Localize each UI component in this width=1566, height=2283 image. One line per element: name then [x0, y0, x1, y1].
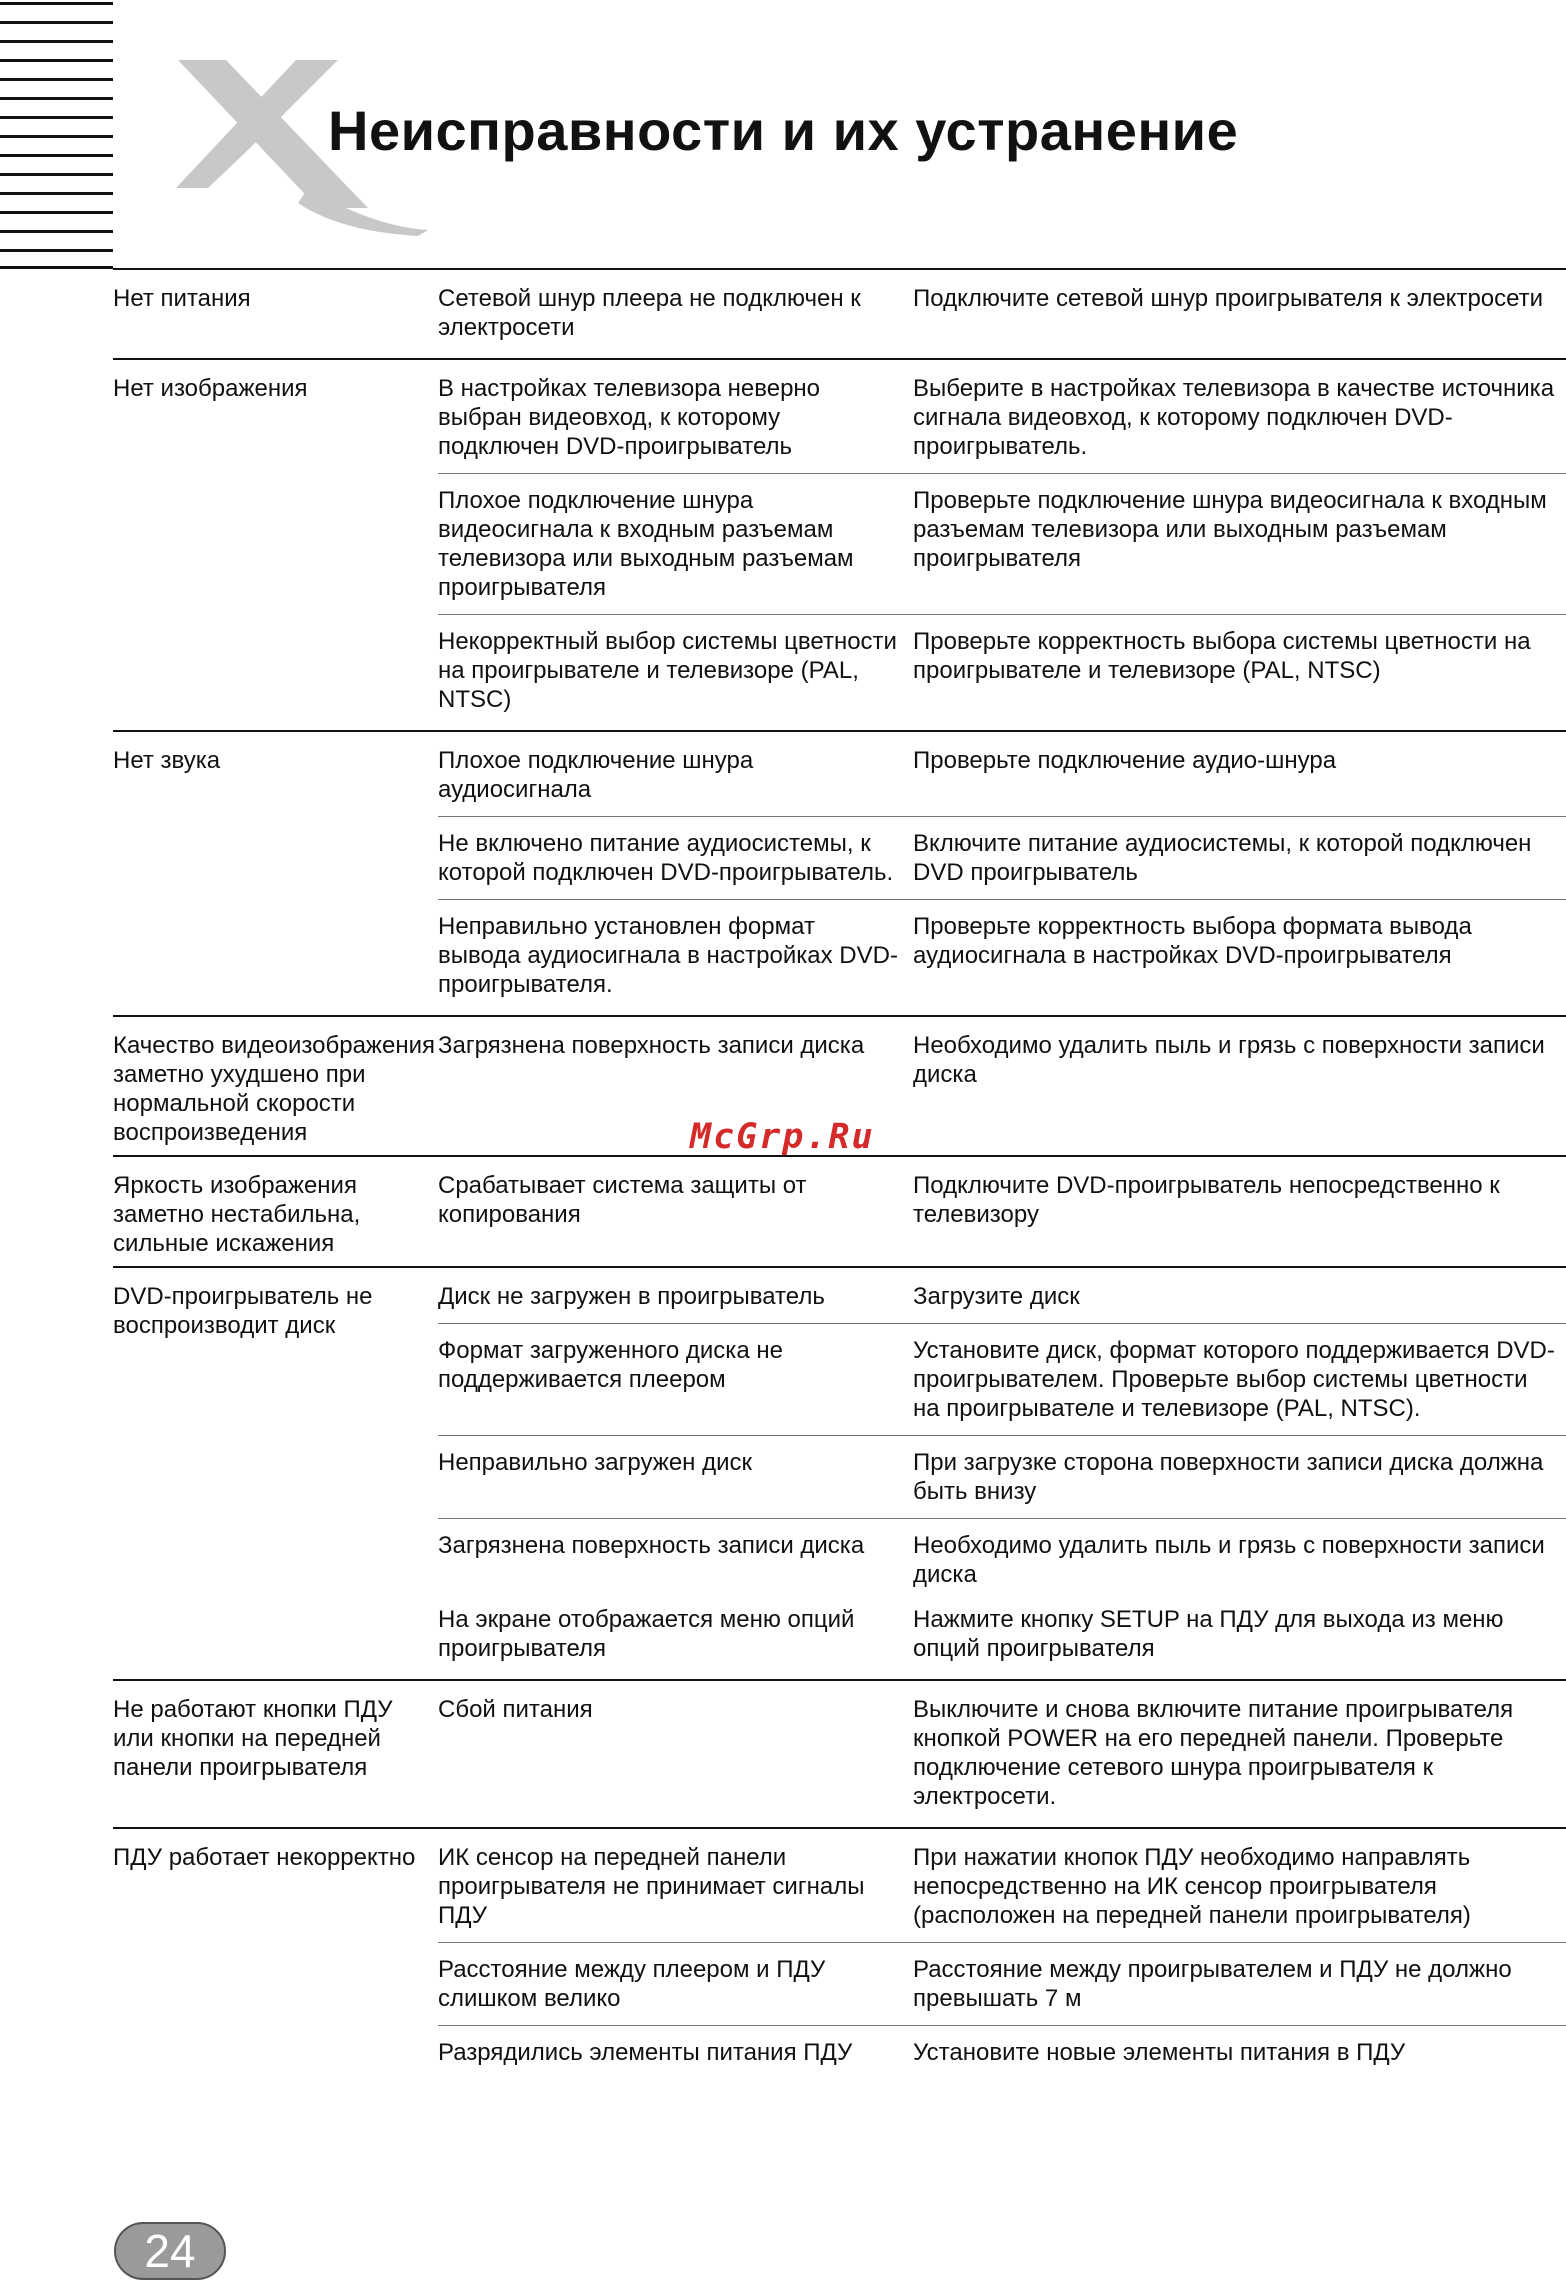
- table-row: [438, 899, 1566, 1007]
- cause-cell: Неправильно установлен формат вывода аудиосигнала в настройках DVD-проигрывателя.: [438, 913, 898, 998]
- page-number: 24: [144, 2225, 196, 2277]
- page-number-badge: [114, 2222, 226, 2280]
- table-row: [438, 1435, 1566, 1514]
- solution-cell: Установите диск, формат которого поддерживается DVD-проигрывателем. Проверьте выбор системы цветности на проигрывателе и телевизоре (PAL, NTSC).: [913, 1337, 1555, 1422]
- cause-cell: Формат загруженного диска не поддерживается плеером: [438, 1337, 783, 1393]
- cause-cell: Диск не загружен в проигрыватель: [438, 1283, 825, 1310]
- problem-label: Нет питания: [113, 285, 251, 312]
- table-row: [438, 473, 1566, 610]
- problem-label: Нет изображения: [113, 375, 308, 402]
- cause-cell: Плохое подключение шнура аудиосигнала: [438, 747, 754, 803]
- problem-group: [113, 268, 1566, 358]
- solution-cell: Подключите DVD-проигрыватель непосредственно к телевизору: [913, 1172, 1500, 1228]
- table-row: [438, 276, 1566, 350]
- solution-cell: При загрузке сторона поверхности записи диска должна быть внизу: [913, 1449, 1544, 1505]
- solution-cell: Необходимо удалить пыль и грязь с поверхности записи диска: [913, 1532, 1545, 1588]
- cause-cell: Не включено питание аудиосистемы, к которой подключен DVD-проигрыватель.: [438, 830, 894, 886]
- cause-cell: Сетевой шнур плеера не подключен к электросети: [438, 285, 861, 341]
- page-title: Неисправности и их устранение: [328, 99, 1239, 162]
- problem-group: [113, 730, 1566, 1015]
- problem-label: DVD-проигрыватель не воспроизводит диск: [113, 1283, 373, 1339]
- problem-label: Качество видеоизображения заметно ухудшено при нормальной скорости воспроизведения: [113, 1032, 435, 1146]
- problem-group: [113, 1266, 1566, 1679]
- table-row: [438, 738, 1566, 812]
- table-row: [438, 816, 1566, 895]
- solution-cell: Проверьте подключение аудио-шнура: [913, 747, 1337, 774]
- cause-cell: Сбой питания: [438, 1696, 593, 1723]
- cause-cell: Загрязнена поверхность записи диска: [438, 1532, 865, 1559]
- cause-cell: Загрязнена поверхность записи диска: [438, 1032, 865, 1059]
- solution-cell: Подключите сетевой шнур проигрывателя к электросети: [913, 285, 1544, 312]
- solution-cell: Расстояние между проигрывателем и ПДУ не должно превышать 7 м: [913, 1956, 1512, 2012]
- cause-cell: Разрядились элементы питания ПДУ: [438, 2039, 853, 2066]
- solution-cell: При нажатии кнопок ПДУ необходимо направлять непосредственно на ИК сенсор проигрывателя (расположен на передней панели проигрывателя): [913, 1844, 1471, 1929]
- problem-group: [113, 1155, 1566, 1266]
- solution-cell: Выберите в настройках телевизора в качестве источника сигнала видеовход, к которому подключен DVD-проигрыватель.: [913, 375, 1555, 460]
- troubleshooting-table: [113, 268, 1566, 2083]
- problem-label: Не работают кнопки ПДУ или кнопки на передней панели проигрывателя: [113, 1696, 393, 1781]
- table-row: [438, 1163, 1566, 1237]
- table-row: [438, 1942, 1566, 2021]
- cause-cell: Неправильно загружен диск: [438, 1449, 752, 1476]
- table-row: [438, 1835, 1566, 1938]
- cause-cell: Некорректный выбор системы цветности на проигрывателе и телевизоре (PAL, NTSC): [438, 628, 897, 713]
- cause-cell: Срабатывает система защиты от копирования: [438, 1172, 807, 1228]
- solution-cell: Выключите и снова включите питание проигрывателя кнопкой POWER на его передней панели. Проверьте подключение сетевого шнура проигрывателя к электросети.: [913, 1696, 1514, 1810]
- solution-cell: Проверьте подключение шнура видеосигнала к входным разъемам телевизора или выходным разъемам проигрывателя: [913, 487, 1547, 572]
- cause-cell: На экране отображается меню опций проигрывателя: [438, 1606, 855, 1662]
- problem-label: ПДУ работает некорректно: [113, 1844, 416, 1871]
- cause-cell: Расстояние между плеером и ПДУ слишком велико: [438, 1956, 826, 2012]
- problem-group: [113, 1679, 1566, 1827]
- problem-group: [113, 358, 1566, 730]
- solution-cell: Проверьте корректность выбора системы цветности на проигрывателе и телевизоре (PAL, NTSC): [913, 628, 1531, 684]
- problem-label: Яркость изображения заметно нестабильна, сильные искажения: [113, 1172, 361, 1257]
- cause-cell: В настройках телевизора неверно выбран видеовход, к которому подключен DVD-проигрыватель: [438, 375, 821, 460]
- table-row: [438, 1274, 1566, 1319]
- solution-cell: Загрузите диск: [913, 1283, 1080, 1310]
- problem-label: Нет звука: [113, 747, 221, 774]
- table-row: [438, 2025, 1566, 2075]
- solution-cell: Включите питание аудиосистемы, к которой подключен DVD проигрыватель: [913, 830, 1532, 886]
- table-row: [438, 366, 1566, 469]
- table-row: [438, 1518, 1566, 1597]
- problem-group: [113, 1827, 1566, 2083]
- table-row: [438, 1323, 1566, 1431]
- table-row: [438, 1023, 1566, 1097]
- solution-cell: Проверьте корректность выбора формата вывода аудиосигнала в настройках DVD-проигрывателя: [913, 913, 1472, 969]
- table-row: [438, 1597, 1566, 1671]
- header-stripes: [0, 0, 113, 272]
- cause-cell: ИК сенсор на передней панели проигрывателя не принимает сигналы ПДУ: [438, 1844, 865, 1929]
- solution-cell: Необходимо удалить пыль и грязь с поверхности записи диска: [913, 1032, 1545, 1088]
- watermark-text: McGrp.Ru: [690, 1117, 875, 1157]
- table-row: [438, 1687, 1566, 1819]
- solution-cell: Нажмите кнопку SETUP на ПДУ для выхода из меню опций проигрывателя: [913, 1606, 1504, 1662]
- table-row: [438, 614, 1566, 722]
- cause-cell: Плохое подключение шнура видеосигнала к входным разъемам телевизора или выходным разъемам проигрывателя: [438, 487, 854, 601]
- solution-cell: Установите новые элементы питания в ПДУ: [913, 2039, 1406, 2066]
